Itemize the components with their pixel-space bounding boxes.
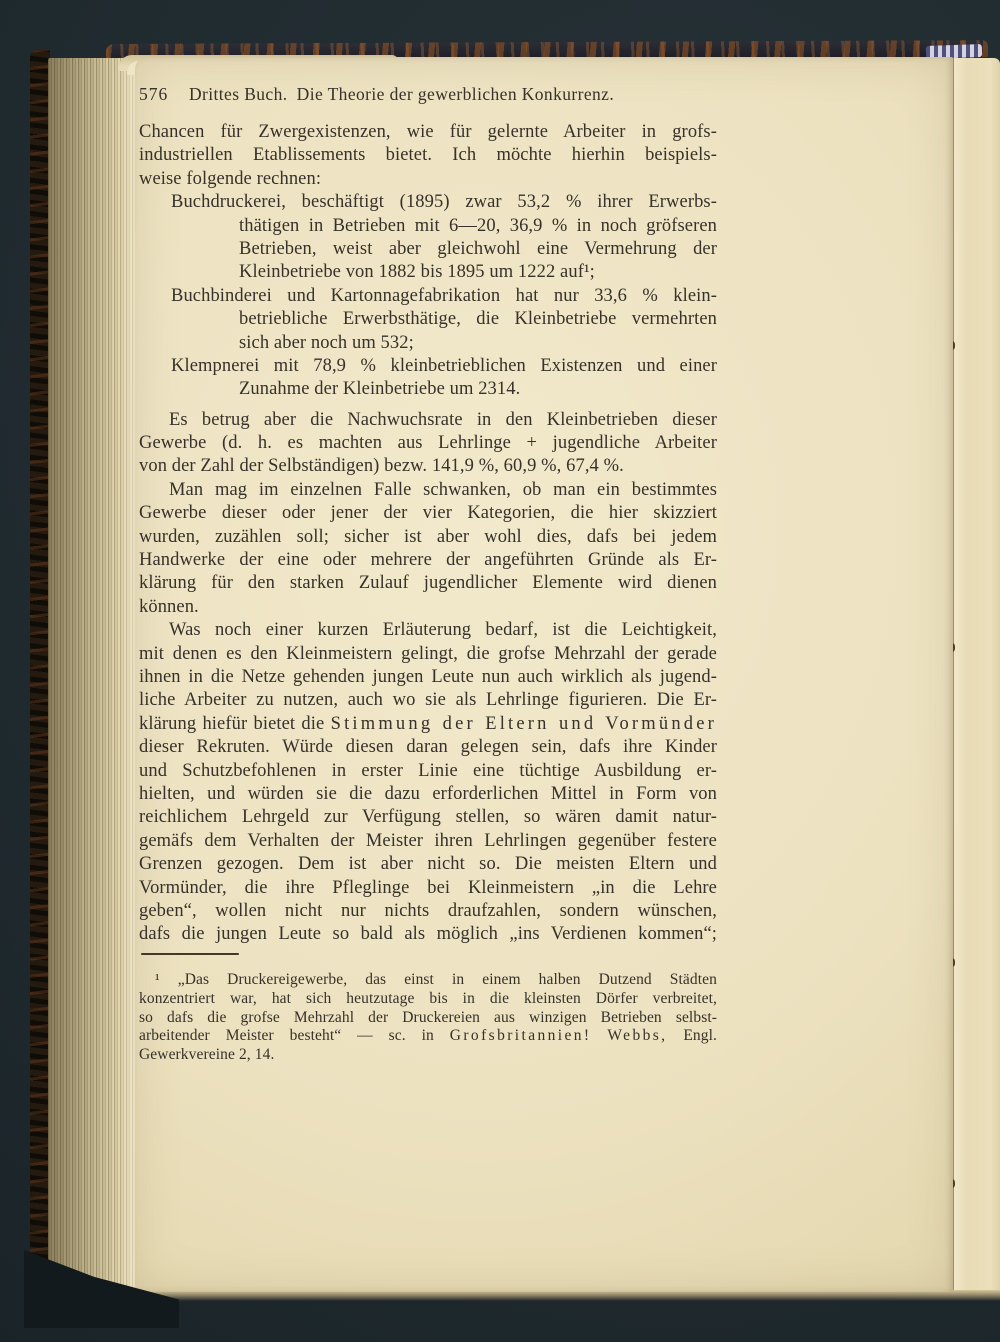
- list-item: [139, 285, 717, 355]
- letterspaced-emphasis: Webbs,: [607, 1027, 668, 1045]
- text-line: thätigen in Betrieben mit 6—20, 36,9 % in noch gröfseren: [239, 215, 717, 236]
- text-line: Zunahme der Kleinbetriebe um 2314.: [239, 379, 521, 400]
- text-line: Chancen für Zwergexistenzen, wie für gelernte Arbeiter in grofs-: [139, 122, 717, 142]
- footnote-line: [139, 1027, 717, 1046]
- text-line: Es betrug aber die Nachwuchsrate in den Kleinbetrieben dieser: [169, 409, 717, 430]
- page-content: [139, 0, 717, 1342]
- text-line: hielten, und würden sie die dazu erforderlichen Mittel in Form von: [139, 783, 717, 804]
- text-line: Was noch einer kurzen Erläuterung bedarf, ist die Leichtigkeit,: [169, 620, 717, 641]
- footnote-line: so dafs die grofse Mehrzahl der Druckereien aus winzigen Betrieben selbst-: [139, 1008, 717, 1026]
- text-line: Gewerbe dieser oder jener der vier Kategorien, die hier skizziert: [139, 503, 717, 524]
- text-line: [139, 713, 717, 736]
- text-line: Buchdruckerei, beschäftigt (1895) zwar 53,2 % ihrer Erwerbs-: [171, 192, 717, 213]
- text-segment: klärung hiefür bietet die: [139, 713, 331, 734]
- text-line: weise folgende rechnen:: [139, 168, 322, 189]
- list-item: [139, 191, 717, 285]
- underlying-page-fore-edge: [953, 58, 1000, 1292]
- running-title: Drittes Buch. Die Theorie der gewerblichen Konkurrenz.: [189, 84, 615, 104]
- text-line: von der Zahl der Selbständigen) bezw. 141,9 %, 60,9 %, 67,4 %.: [139, 456, 624, 477]
- text-line: Vormünder, die ihre Pfleglinge bei Kleinmeistern „in die Lehre: [139, 877, 717, 898]
- text-segment: arbeitender Meister besteht“ — sc. in: [139, 1027, 450, 1045]
- text-line: sich aber noch um 532;: [239, 332, 414, 353]
- text-line: betriebliche Erwerbsthätige, die Kleinbetriebe vermehrten: [239, 309, 717, 330]
- text-line: geben“, wollen nicht nur nichts draufzahlen, sondern wünschen,: [139, 900, 717, 921]
- text-line: und Schutzbefohlenen in erster Linie eine tüchtige Ausbildung er-: [139, 760, 717, 781]
- page-number: 576: [139, 84, 169, 104]
- book-spine-edge: [30, 50, 50, 1302]
- footnote-line: ¹ „Das Druckereigewerbe, das einst in einem halben Dutzend Städten: [155, 971, 717, 988]
- text-segment: [591, 1027, 607, 1044]
- text-line: industriellen Etablissements bietet. Ich möchte hierhin beispiels-: [139, 145, 717, 166]
- text-line: Man mag im einzelnen Falle schwanken, ob man ein bestimmtes: [169, 479, 717, 500]
- text-line: Handwerke der eine oder mehrere der angeführten Gründe als Er-: [139, 550, 717, 571]
- paragraph: [139, 619, 717, 946]
- paragraph: [139, 409, 717, 479]
- text-line: ihnen in die Netze gehenden jungen Leute nun auch wirklich als jugend-: [139, 666, 717, 687]
- footnote: [139, 971, 717, 1065]
- text-line: gemäfs dem Verhalten der Meister ihren Lehrlingen gegenüber festere: [139, 830, 717, 851]
- footnote-line: Gewerkvereine 2, 14.: [139, 1046, 275, 1064]
- text-line: dieser Rekruten. Würde diesen daran gelegen sein, dafs ihre Kinder: [139, 737, 717, 758]
- letterspaced-emphasis: Grofsbritannien!: [449, 1027, 592, 1045]
- text-line: wurden, zuzählen soll; sicher ist aber wohl dies, dafs bei jedem: [139, 526, 717, 547]
- text-line: Gewerbe (d. h. es machten aus Lehrlinge + jugendliche Arbeiter: [139, 433, 717, 454]
- text-line: liche Arbeiter zu nutzen, auch wo sie als Lehrlinge figurieren. Die Er-: [139, 690, 717, 711]
- text-line: Klempnerei mit 78,9 % kleinbetrieblichen Existenzen und einer: [171, 355, 717, 376]
- text-line: können.: [139, 596, 199, 617]
- list-item: [139, 355, 717, 402]
- page-edges-stack: [48, 58, 138, 1292]
- text-line: Betrieben, weist aber gleichwohl eine Vermehrung der: [239, 238, 717, 259]
- paragraph: [139, 479, 717, 619]
- text-line: reichlichem Lehrgeld zur Verfügung stellen, so wären damit natur-: [139, 807, 717, 828]
- text-line: klärung für den starken Zulauf jugendlicher Elemente wird dienen: [139, 573, 717, 594]
- text-line: dafs die jungen Leute so bald als möglich „ins Verdienen kommen“;: [139, 924, 717, 945]
- page-body: [139, 121, 717, 947]
- letterspaced-emphasis: Stimmung der Eltern und Vormünder: [330, 713, 717, 734]
- footnote-line: konzentriert war, hat sich heutzutage bis in die kleinsten Dörfer verbreitet,: [139, 989, 717, 1007]
- text-line: Buchbinderei und Kartonnagefabrikation hat nur 33,6 % klein-: [171, 285, 717, 306]
- text-line: Kleinbetriebe von 1882 bis 1895 um 1222 auf¹;: [239, 262, 595, 283]
- text-line: mit denen es den Kleinmeistern gelingt, die grofse Mehrzahl der gerade: [139, 643, 717, 664]
- page-header: [139, 84, 717, 106]
- footnote-separator: [141, 953, 239, 955]
- text-line: Grenzen gezogen. Dem ist aber nicht so. Die meisten Eltern und: [139, 854, 717, 875]
- example-list: [139, 191, 717, 402]
- text-segment: Engl.: [667, 1027, 717, 1045]
- paragraph-continued: [139, 121, 717, 191]
